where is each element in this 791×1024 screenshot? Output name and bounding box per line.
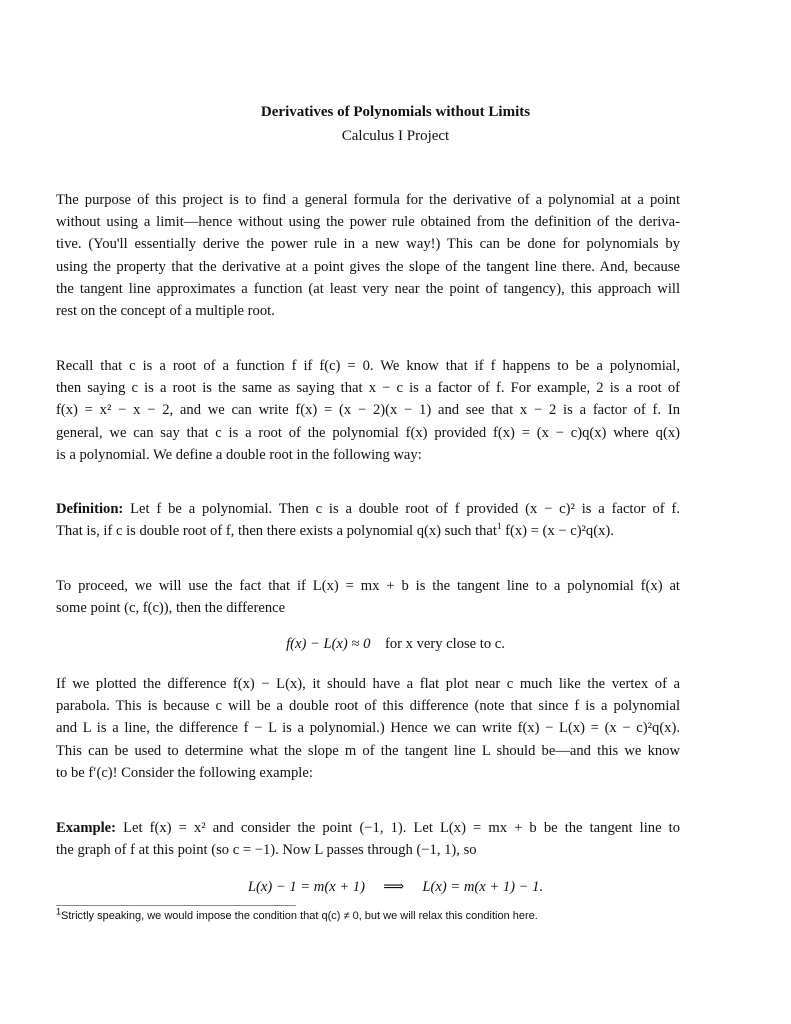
implies-arrow: ⟹ [383, 879, 405, 895]
definition-block [56, 498, 680, 542]
footnote-mark: 1 [56, 906, 62, 917]
paragraph-line: rest on the concept of a multiple root. [56, 303, 275, 320]
definition-label: Definition: [56, 501, 124, 517]
example-line: the graph of f at this point (so c = −1). Now L passes through (−1, 1), so [56, 842, 477, 859]
example-line [56, 817, 680, 839]
paragraph-line: without using a limit—hence without using the power rule obtained from the definition of the deriva- [56, 214, 680, 231]
difference-expression: f(x) − L(x) ≈ 0 [286, 636, 371, 652]
footnote-text: Strictly speaking, we would impose the condition that q(c) ≠ 0, but we will relax this condition here. [61, 910, 538, 922]
line-equation: L(x) = m(x + 1) − 1. [422, 879, 544, 895]
paragraph-line: This can be used to determine what the slope m of the tangent line L should be—and this we know [56, 742, 680, 759]
paragraph-line: To proceed, we will use the fact that if L(x) = mx + b is the tangent line to a polynomial f(x) at [56, 578, 680, 594]
difference-condition: for x very close to c. [384, 636, 505, 652]
footnote-ref: 1 [496, 521, 502, 532]
page-title: Derivatives of Polynomials without Limits [260, 104, 531, 120]
paragraph-line: using the property that the derivative at a point gives the slope of the tangent line there. And, because [56, 258, 680, 275]
paragraph-line: tive. (You'll essentially derive the power rule in a new way!) This can be done for polynomials by [56, 236, 680, 253]
paragraph-line: some point (c, f(c)), then the difference [56, 600, 286, 617]
page-subtitle: Calculus I Project [341, 128, 450, 144]
definition-line [56, 498, 680, 520]
paragraph-line: the tangent line approximates a function (at least very near the point of tangency), this approach will [56, 280, 680, 297]
paragraph-line: then saying c is a root is the same as saying that x − c is a factor of f. For example, 2 is a root of [56, 380, 680, 397]
point-slope-equation: L(x) − 1 = m(x + 1) [247, 879, 365, 895]
display-equation-2 [0, 878, 791, 896]
double-root-paragraph [56, 673, 680, 784]
footnote-divider [56, 905, 296, 906]
root-paragraph [56, 355, 680, 466]
paragraph-line: to be f′(c)! Consider the following example: [56, 764, 313, 781]
example-block [56, 817, 680, 861]
definition-line [56, 520, 680, 542]
paragraph-line: Recall that c is a root of a function f if f(c) = 0. We know that if f happens to be a polynomial, [56, 358, 680, 374]
definition-text: That is, if c is double root of f, then there exists a polynomial q(x) such that [56, 523, 497, 540]
paragraph-line: is a polynomial. We define a double root in the following way: [56, 446, 422, 463]
paragraph-line: If we plotted the difference f(x) − L(x), it should have a flat plot near c much like the vertex of a [56, 676, 680, 692]
paragraph-line: general, we can say that c is a root of the polynomial f(x) provided f(x) = (x − c)q(x) where q(x) [56, 424, 680, 441]
example-text: Let f(x) = x² and consider the point (−1, 1). Let L(x) = mx + b be the tangent line to [123, 820, 681, 836]
paragraph-line: The purpose of this project is to find a general formula for the derivative of a polynomial at a point [56, 192, 680, 208]
definition-text: Let f be a polynomial. Then c is a double root of f provided (x − c)² is a factor of f. [130, 501, 680, 517]
paragraph-line: parabola. This is because c will be a double root of this difference (note that since f is a polynomial [56, 698, 680, 715]
display-equation-1 [0, 636, 791, 653]
example-label: Example: [56, 820, 116, 836]
paragraph-line: and L is a line, the difference f − L is a polynomial.) Hence we can write f(x) − L(x) = (x − c)²q(x). [56, 720, 680, 737]
intro-paragraph [56, 189, 680, 322]
tangent-paragraph [56, 575, 680, 619]
paragraph-line: f(x) = x² − x − 2, and we can write f(x) = (x − 2)(x − 1) and see that x − 2 is a factor of f. In [56, 402, 680, 419]
footnote [56, 906, 676, 922]
definition-formula: f(x) = (x − c)²q(x). [505, 523, 614, 540]
